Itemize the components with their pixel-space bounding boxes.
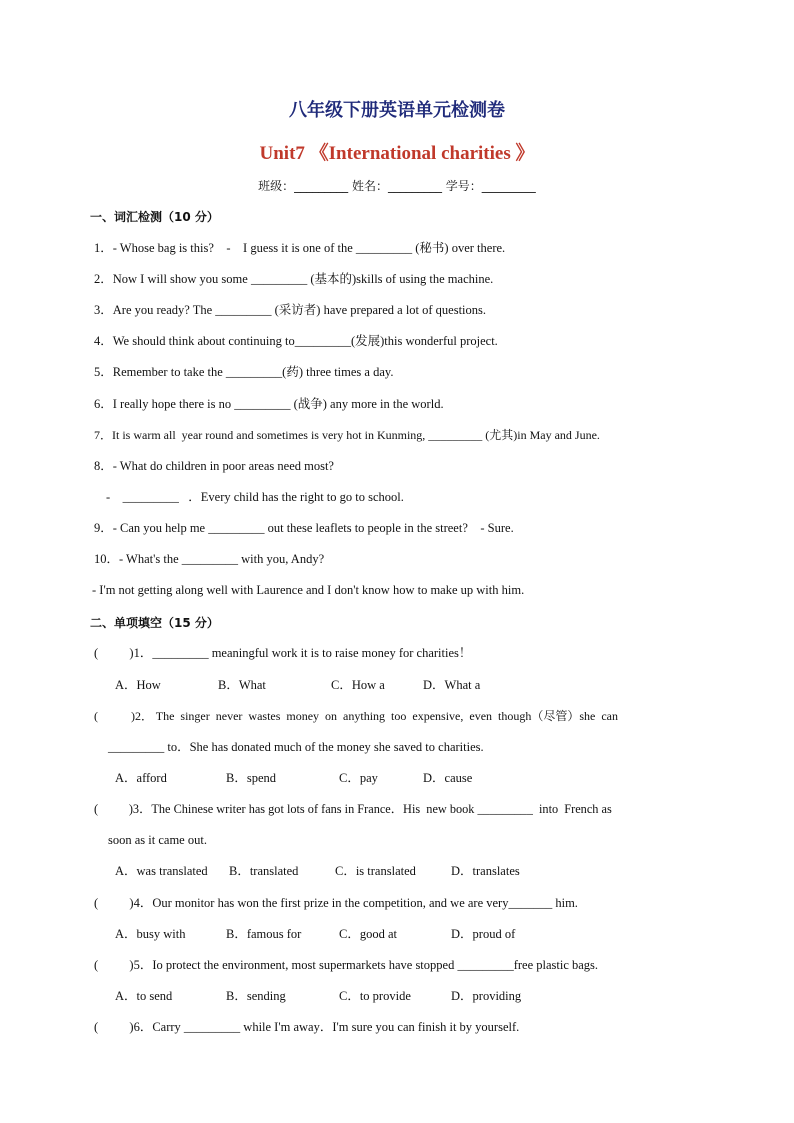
vocab-item-1: 1．- Whose bag is this? - I guess it is one of the _________ (秘书) over there.: [94, 241, 506, 255]
q1-option-c: C．How a: [331, 678, 385, 692]
q1-option-d: D．What a: [423, 678, 481, 692]
section2-heading: 二、单项填空（15 分）: [90, 616, 219, 630]
vocab-item-7: 7．It is warm all year round and sometimes is very hot in Kunming, _________ (尤其)in May and June.: [94, 428, 600, 442]
mc-question-3-line2: soon as it came out.: [108, 833, 207, 847]
vocab-item-4: 4．We should think about continuing to_________(发展)this wonderful project.: [94, 334, 498, 348]
vocab-item-10: 10．- What's the _________ with you, Andy?: [94, 552, 325, 566]
q4-option-d: D．proud of: [451, 927, 516, 941]
mc-question-2-line2: _________ to．She has donated much of the money she saved to charities.: [108, 740, 484, 754]
vocab-item-6: 6．I really hope there is no _________ (战争) any more in the world.: [94, 397, 444, 411]
q2-option-b: B．spend: [226, 771, 277, 785]
q4-option-c: C．good at: [339, 927, 397, 941]
q2-option-d: D．cause: [423, 771, 473, 785]
vocab-item-9: 9．- Can you help me _________ out these leaflets to people in the street? - Sure.: [94, 521, 514, 535]
q5-option-b: B．sending: [226, 989, 286, 1003]
vocab-item-5: 5．Remember to take the _________(药) three times a day.: [94, 365, 394, 379]
section1-heading: 一、词汇检测（10 分）: [90, 210, 219, 224]
mc-question-3-line1: ( )3．The Chinese writer has got lots of fans in France．His new book _________ into French as: [94, 802, 612, 816]
q1-option-b: B．What: [218, 678, 266, 692]
unit-subtitle: Unit7 《International charities 》: [259, 143, 535, 164]
vocab-item-8-answer: - _________ ．Every child has the right to go to school.: [106, 490, 404, 504]
mc-question-5: ( )5．Io protect the environment, most supermarkets have stopped _________free plastic bags.: [94, 958, 599, 972]
q5-option-d: D．providing: [451, 989, 522, 1003]
mc-question-1: ( )1．_________ meaningful work it is to raise money for charities！: [94, 646, 472, 660]
mc-question-6: ( )6．Carry _________ while I'm away．I'm sure you can finish it by yourself.: [94, 1020, 520, 1034]
q5-option-c: C．to provide: [339, 989, 411, 1003]
mc-question-2-line1: ( )2． The singer never wastes money on anything too expensive, even though（尽管）she can: [94, 709, 619, 723]
q5-option-a: A．to send: [115, 989, 173, 1003]
vocab-item-3: 3．Are you ready? The _________ (采访者) have prepared a lot of questions.: [94, 303, 487, 317]
vocab-item-10-answer: - I'm not getting along well with Laurence and I don't know how to make up with him.: [92, 583, 525, 597]
q3-option-b: B．translated: [229, 864, 299, 878]
q4-option-a: A．busy with: [115, 927, 186, 941]
q3-option-c: C．is translated: [335, 864, 416, 878]
q3-option-a: A．was translated: [115, 864, 208, 878]
exam-title: 八年级下册英语单元检测卷: [289, 100, 505, 121]
q2-option-a: A．afford: [115, 771, 167, 785]
q3-option-d: D．translates: [451, 864, 520, 878]
vocab-item-2: 2．Now I will show you some _________ (基本的)skills of using the machine.: [94, 272, 494, 286]
mc-question-4: ( )4．Our monitor has won the first prize in the competition, and we are very_______ him.: [94, 896, 578, 910]
q4-option-b: B．famous for: [226, 927, 302, 941]
vocab-item-8: 8．- What do children in poor areas need most?: [94, 459, 334, 473]
student-info-line: 班级：_________ 姓名：_________ 学号：_________: [258, 179, 536, 193]
q1-option-a: A．How: [115, 678, 161, 692]
q2-option-c: C．pay: [339, 771, 378, 785]
